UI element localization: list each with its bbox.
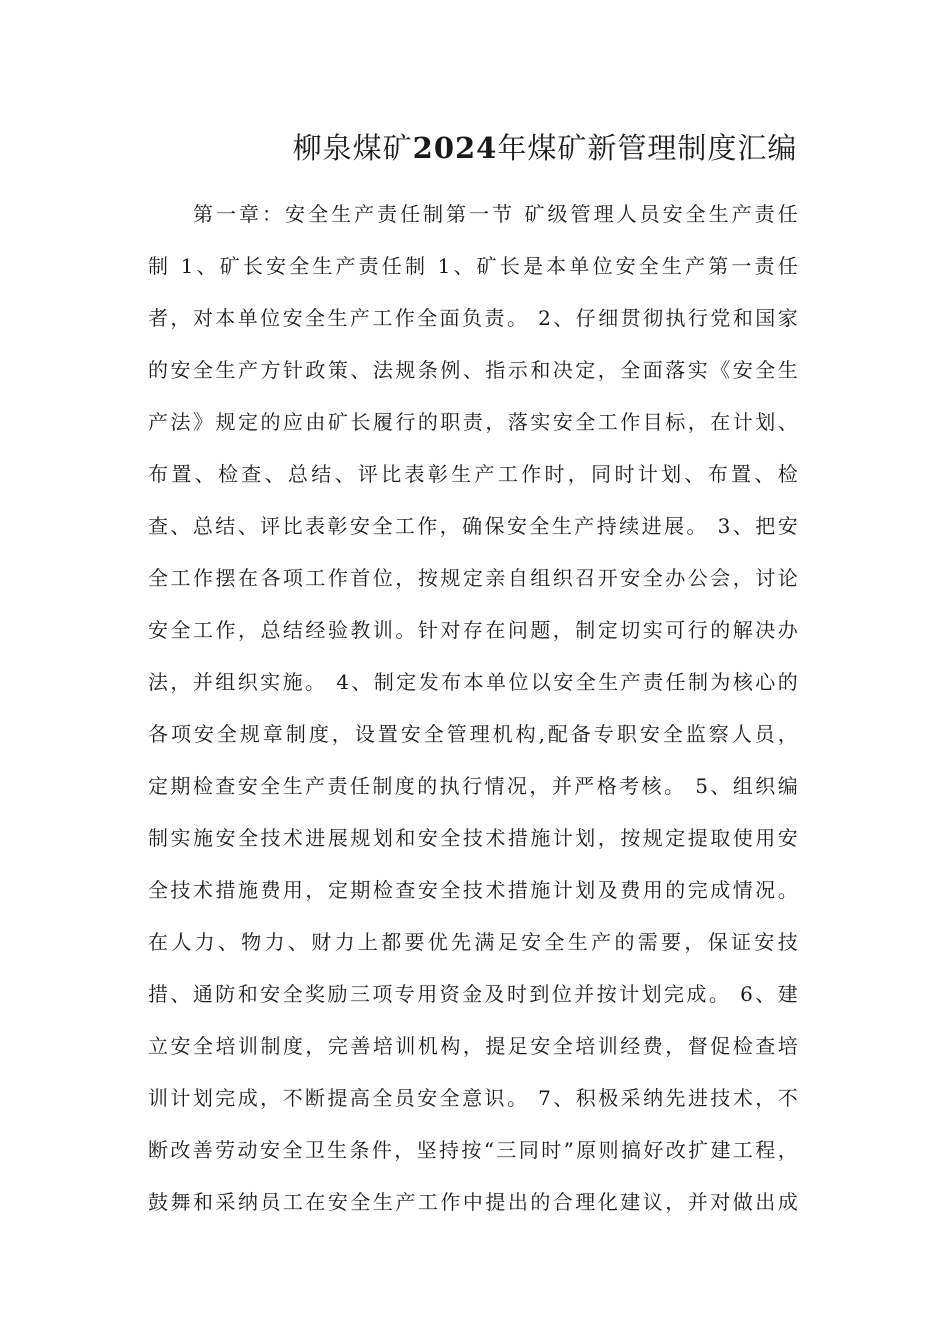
body-line: 训计划完成，不断提高全员安全意识。 7、积极采纳先进技术，不: [148, 1086, 798, 1110]
title-prefix: 柳泉煤矿: [292, 131, 413, 165]
body-line: 安全工作，总结经验教训。针对存在问题，制定切实可行的解决办: [148, 618, 798, 642]
body-line: 制 1、矿长安全生产责任制 1、矿长是本单位安全生产第一责任: [148, 254, 798, 278]
body-line: 立安全培训制度，完善培训机构，提足安全培训经费，督促检查培: [148, 1034, 798, 1058]
body-line: 各项安全规章制度，设置安全管理机构,配备专职安全监察人员，: [148, 722, 798, 746]
title-suffix: 年煤矿新管理制度汇编: [497, 131, 798, 165]
body-line: 制实施安全技术进展规划和安全技术措施计划，按规定提取使用安: [148, 826, 798, 850]
body-line: 产法》规定的应由矿长履行的职责，落实安全工作目标，在计划、: [148, 410, 798, 434]
body-line: 布置、检查、总结、评比表彰生产工作时，同时计划、布置、检: [148, 462, 798, 486]
body-line: 全技术措施费用，定期检查安全技术措施计划及费用的完成情况。: [148, 878, 798, 902]
body-line: 措、通防和安全奖励三项专用资金及时到位并按计划完成。 6、建: [148, 982, 798, 1006]
body-line: 定期检查安全生产责任制度的执行情况，并严格考核。 5、组织编: [148, 774, 798, 798]
body-line: 全工作摆在各项工作首位，按规定亲自组织召开安全办公会，讨论: [148, 566, 798, 590]
document-title: [150, 118, 940, 178]
body-line: 查、总结、评比表彰安全工作，确保安全生产持续进展。 3、把安: [148, 514, 798, 538]
body-line: 第一章：安全生产责任制第一节 矿级管理人员安全生产责任: [193, 202, 798, 226]
title-year: 2024: [412, 131, 498, 165]
body-line: 的安全生产方针政策、法规条例、指示和决定，全面落实《安全生: [148, 358, 798, 382]
body-line: 者，对本单位安全生产工作全面负责。 2、仔细贯彻执行党和国家: [148, 306, 798, 330]
body-line: 在人力、物力、财力上都要优先满足安全生产的需要，保证安技: [148, 930, 798, 954]
body-line: 断改善劳动安全卫生条件，坚持按“三同时”原则搞好改扩建工程，: [148, 1138, 798, 1162]
body-line: 鼓舞和采纳员工在安全生产工作中提出的合理化建议，并对做出成: [148, 1190, 798, 1214]
body-line: 法，并组织实施。 4、制定发布本单位以安全生产责任制为核心的: [148, 670, 798, 694]
